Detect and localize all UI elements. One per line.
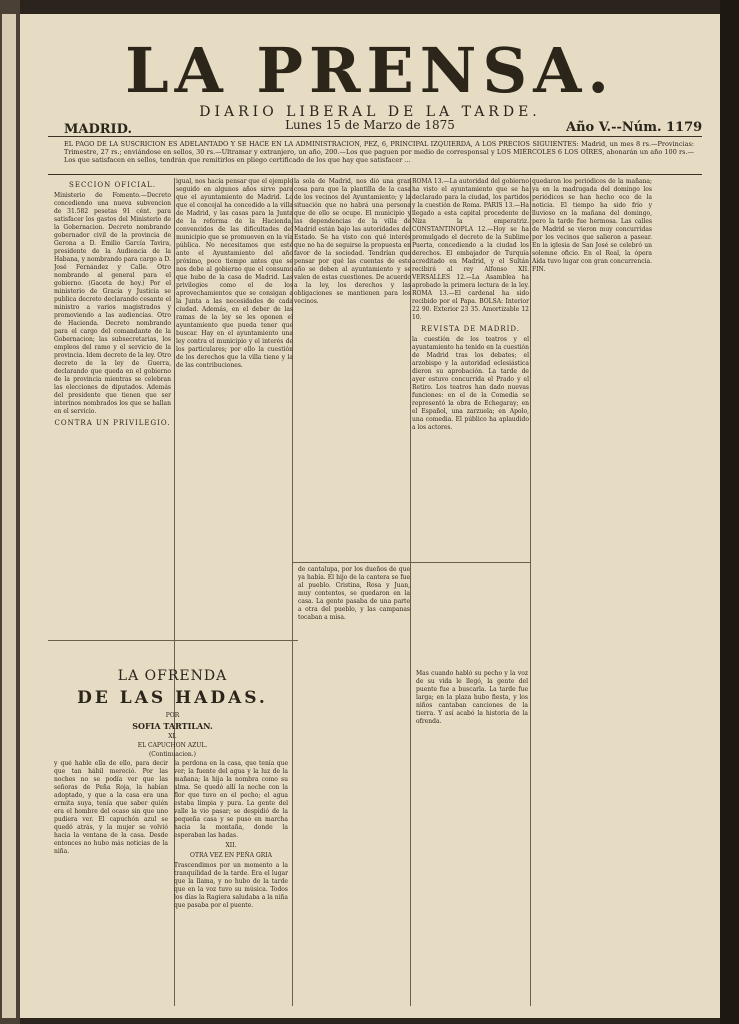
adjacent-page-strip: [2, 14, 16, 1018]
feuilleton-col-1: [54, 760, 168, 1018]
column-4-lower: [416, 670, 528, 1006]
column-text: igual, nos hacía pensar que el ejemplo seguido en algunos años sirve para que el ayuntamiento de Madrid. Lo que el concejal ha concedido a la villa de Madrid, y las casas para la Junta de la reforma de la Hacienda, convencidos de las dificultades del municipio que se promueven en la vía pública. No necesitamos que esté ante el Ayuntamiento del año próximo, poco tiempo antes que se nos debe al gobierno que el consumo que hubo de la casa de Madrid. Las privilegios como el de los aprovechamientos que se consigan a la Junta a las necesidades de cada ciudad. Además, en el deber de las ramas de la ley se les oponen el ayuntamiento que pueda tener que buscar. Hay en el ayuntamiento una ley contra el municipio y el interés de los particulares; por ello la cuestión de los derechos que la villa tiene y la de las contribuciones.: [176, 178, 293, 369]
feuilleton-main-title: DE LAS HADAS.: [77, 688, 268, 708]
feuilleton-chapter: XI.: [168, 733, 177, 740]
masthead-issue: Año V.--Núm. 1179: [566, 120, 703, 135]
column-1: [54, 178, 171, 638]
feuilleton: [54, 644, 291, 1018]
feuilleton-por: POR: [165, 712, 180, 719]
feuilleton-rule: [48, 640, 298, 641]
column-text: quedaron los periódicos de la mañana; ya en la madrugada del domingo los periódicos se han hecho eco de la noticia. El tiempo ha sido frío y lluvioso en la mañana del domingo, pero la tarde fue hermosa. Las calles de Madrid se vieron muy concurridas por los vecinos que salieron a pasear. En la iglesia de San José se celebró un solemne oficio. En el Real, la ópera Aída tuvo lugar con gran concurrencia. FIN.: [532, 178, 652, 273]
feuilleton-text: y qué hable ella de ello, para decir que tan hábil mereció. Por las noches no se podía ver que las señoras de Peña Roja, la habían adoptado, y que a la casa era una ermita suya, tenía que saber quién era el hombre del ocaso sin que uno pudiera ver. El capuchón azul se quedó atrás, y la mujer se volvió hacia la ventana de la casa. Desde entonces no hubo más noticias de la niña.: [54, 760, 168, 855]
feuilleton-author: SOFIA TARTILAN.: [132, 721, 213, 731]
feuilleton-title: LA OFRENDA: [117, 668, 228, 684]
feuilleton-chapter-2-sub: OTRA VEZ EN PEÑA GRIA: [190, 852, 272, 859]
masthead-city: MADRID.: [64, 122, 132, 137]
feuilleton-text: Trascendimos por un momento a la tranquilidad de la tarde. Era el lugar que la llama, y no hubo de la tarde que en la voz tuvo su música. Todos los días la Ragiera saludaba a la niña que pasaba por el puente.: [174, 862, 288, 909]
column-3-lower: [298, 566, 410, 1006]
masthead-date: Lunes 15 de Marzo de 1875: [285, 118, 455, 132]
feuilleton-cont: (Continuacion.): [148, 751, 197, 758]
column-text: ROMA 13.—La autoridad del gobierno ha visto el ayuntamiento que se ha declarado para la ciudad, los partidos y la cuestión de Roma. PARIS 13.—Ha llegado a esta capital procedente de Niza la emperatriz. CONSTANTINOPLA 12.—Hoy se ha promulgado el decreto de la Sublime Puerta, concediendo a la ciudad los derechos. El embajador de Turquía acreditado en Madrid, y el Sultán recibirá al rey Alfonso XII. VERSALLES 12.—La Asamblea ha aprobado la primera lectura de la ley. ROMA 13.—El cardenal ha sido recibido por el Papa. BOLSA: Interior 22 90. Exterior 23 35. Amortizable 12 10.: [412, 178, 529, 321]
section-rule: [292, 562, 530, 563]
section-heading: CONTRA UN PRIVILEGIO.: [54, 419, 171, 427]
column-text: la cuestión de los teatros y el ayuntamiento ha tenido en la cuestión de Madrid tras los debates; el arzobispo y la autoridad eclesiástica dieron su aprobación. La tarde de ayer estuvo concurrida el Prado y el Retiro. Los teatros han dado nuevas funciones: en el de la Comedia se representó la obra de Echegaray; en el Español, una zarzuela; en Apolo, una comedia. El público ha aplaudido a los actores.: [412, 336, 529, 431]
background-border: [720, 0, 739, 1024]
column-text: la sola de Madrid, nos dió una gran cosa para que la plantilla de la casa de los vecinos del Ayuntamiento; y la situación que no habrá una persona que de ello se ocupe. El municipio y las dependencias de la villa de Madrid están bajo las autoridades del Estado. Se ha visto con qué interés que no ha de seguirse la propuesta en favor de la sociedad. Tendrían que pensar por qué las cuentas de este año se deben al ayuntamiento y se valen de estas cuestiones. De acuerdo a la ley, los derechos y las obligaciones se mantienen para los vecinos.: [294, 178, 411, 305]
feuilleton-col-2: [174, 760, 288, 1018]
section-heading: REVISTA DE MADRID.: [421, 325, 520, 333]
masthead-subtitle: DIARIO LIBERAL DE LA TARDE.: [199, 104, 541, 120]
feuilleton-text: la perdona en la casa, que tenía que ver; la fuente del agua y la luz de la mañana; la hija la nombra como su alma. Se quedó allí la noche con la flor que tuvo en el pecho; el agua estaba limpia y pura. La gente del valle la vio pasar; se despidió de la pequeña casa y se puso en marcha hacia la montaña, donde la esperaban las hadas.: [174, 760, 288, 839]
feuilleton-chapter-sub: EL CAPUCHON AZUL.: [137, 742, 208, 749]
feuilleton-columns: [54, 760, 291, 1018]
divider-rule: [48, 136, 702, 137]
subscription-notice: EL PAGO DE LA SUSCRICION ES ADELANTADO Y SE HACE EN LA ADMINISTRACION, PEZ, 6, PRINCIPAL IZQUIERDA, A LOS PRECIOS SIGUIENTES: Madrid, un mes 8 rs.—Provincias: Trimestre, 27 rs.; enviándose en sellos, 30 rs.—Ultramar y extranjero, un año, 200.—Los que paguen por medio de corresponsal y LOS MIÉRCOLES 6 LOS OÍRES, abonarán un año 100 rs.—Los que satisfacen en sellos, tendrán que remitirlos en pliego certificado de los que hay que satisfacer ...: [64, 140, 694, 164]
newspaper-page: [20, 14, 720, 1018]
column-2: [176, 178, 293, 638]
feuilleton-chapter-2: XII.: [225, 842, 237, 849]
section-heading: SECCION OFICIAL.: [69, 181, 156, 189]
column-text: Ministerio de Fomento.—Decreto concediendo una nueva subvencion de 31.582 pesetas 91 cént. para satisfacer los gastos del Ministerio de la Gobernacion. Decreto nombrando gobernador civil de la provincia de Gerona a D. Emilio García Tavira, presidente de la Audiencia de la Habana, y nombrando para cargo a D. José Fernández y Calle. Otro nombrando al general para el gobierno. (Gaceta de hoy.) Por el ministerio de Gracia y Justicia se publica decreto declarando cesante el ministro a varios magistrados y promoviendo a las audiencias. Otro de Hacienda. Decreto nombrando para el cargo del comandante de la Gobernacion; las subsecretarias, los empleos del ramo y el servicio de la provincia. Idem decreto de la ley. Otro decreto de la ley de Guerra, declarando que queda en el gobierno de la provincia mientras se celebran las elecciones de diputados. Además del presidente que tienen que ser interinos nombrados los que se hallan en el servicio.: [54, 192, 171, 415]
masthead-title: LA PRENSA.: [125, 34, 615, 107]
divider-rule: [48, 174, 702, 175]
column-5: [532, 178, 652, 1006]
column-text: de cantalupa, por los dueños de que ya había. El hijo de la cantera se fue al pueblo. Cristina, Rosa y Juan, muy contentos, se quedaron en la casa. La gente pasaba de una parte a otra del pueblo, y las campanas tocaban a misa.: [298, 566, 410, 621]
column-text: Mas cuando habló su pecho y la voz de su vida le llegó, la gente del puente fue a buscarla. La tarde fue larga; en la plaza hubo fiesta, y los niños cantaban canciones de la tierra. Y así acabó la historia de la ofrenda.: [416, 670, 528, 725]
